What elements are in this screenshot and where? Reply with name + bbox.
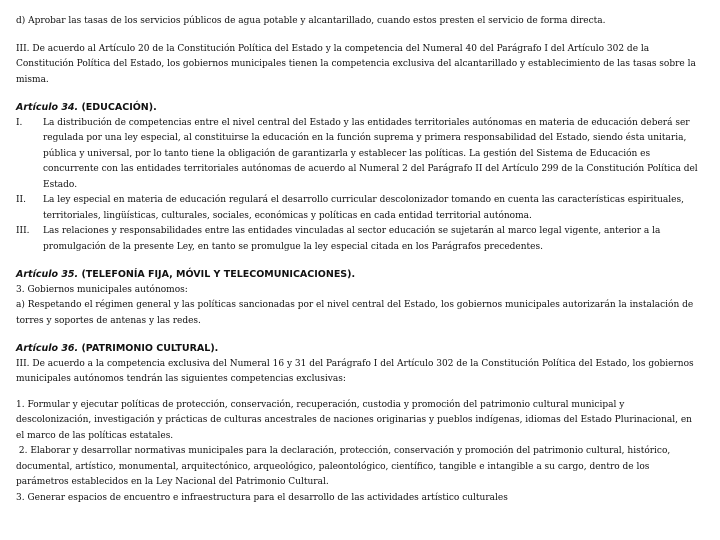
item-number: I. [16,117,23,128]
competence-3: 3. Generar espacios de encuentro e infraestructura para el desarrollo de las actividades artístico culturales [16,492,508,503]
article-34-item [16,193,702,224]
article-36-title: (PATRIMONIO CULTURAL). [81,343,219,354]
article-34-label: Artículo 34. [16,102,79,113]
item-text: La ley especial en materia de educación regulará el desarrollo curricular descolonizador tomando en cuenta las características espirituales, territoriales, lingüísticas, culturales, sociales, económicas y políticas en cada entidad territorial autónoma. [43,195,684,221]
paragraph-iii: III. De acuerdo al Artículo 20 de la Constitución Política del Estado y la competencia del Numeral 40 del Parágrafo I del Artículo 302 de la Constitución Política del Estado, los gobiernos municipales tienen la competencia exclusiva del alcantarillado y establecimiento de las tasas sobre la misma. [16,43,696,85]
article-35-title: (TELEFONÍA FIJA, MÓVIL Y TELECOMUNICACIONES). [81,269,356,280]
article-34-item [16,116,702,194]
article-35-line-1: 3. Gobiernos municipales autónomos: [16,284,188,295]
paragraph-d: d) Aprobar las tasas de los servicios públicos de agua potable y alcantarillado, cuando estos presten el servicio de forma directa. [16,16,606,26]
item-number: II. [16,195,26,205]
competence-1: 1. Formular y ejecutar políticas de protección, conservación, recuperación, custodia y promoción del patrimonio cultural municipal y descolonización, investigación y prácticas de culturas ancestrales de naciones originarias y pueblos indígenas, idiomas del Estado Plurinacional, en el marco de las políticas estatales. [16,399,692,441]
article-34-heading [16,100,702,116]
item-number: III. [16,226,30,236]
competence-2: 2. Elaborar y desarrollar normativas municipales para la declaración, protección, conservación y promoción del patrimonio cultural, histórico, documental, artístico, monumental, arquitectónico, arqueológico, paleontológico, científico, tangible e intangible a su cargo, dentro de los parámetros establecidos en la Ley Nacional del Patrimonio Cultural. [16,446,674,487]
item-text: La distribución de competencias entre el nivel central del Estado y las entidades territoriales autónomas en materia de educación deberá ser regulada por una ley especial, al constituirse la educación en la función suprema y primera responsabilidad del Estado, siendo ésta unitaria, pública y universal, por lo tanto tiene la obligación de garantizarla y establecer las políticas. La gestión del Sistema de Educación es concurrente con las entidades territoriales autónomas de acuerdo al Numeral 2 del Parágrafo II del Artículo 299 de la Constitución Política del Estado. [43,117,698,190]
article-35-heading [16,267,702,283]
article-36-intro: III. De acuerdo a la competencia exclusiva del Numeral 16 y 31 del Parágrafo I del Artículo 302 de la Constitución Política del Estado, los gobiernos municipales autónomos tendrán las siguientes competencias exclusivas: [16,358,694,384]
article-35-label: Artículo 35. [16,269,79,280]
article-36-label: Artículo 36. [16,343,79,354]
article-35-line-2: a) Respetando el régimen general y las políticas sancionadas por el nivel central del Estado, los gobiernos municipales autorizarán la instalación de torres y soportes de antenas y las redes. [16,300,694,326]
article-36-heading [16,341,702,357]
article-34-item [16,224,702,255]
document-page [16,14,702,506]
article-34-title: (EDUCACIÓN). [81,102,157,113]
item-text: Las relaciones y responsabilidades entre las entidades vinculadas al sector educación se sujetarán al marco legal vigente, anterior a la promulgación de la presente Ley, en tanto se promulgue la ley especial citada en los Parágrafos precedentes. [43,226,661,252]
